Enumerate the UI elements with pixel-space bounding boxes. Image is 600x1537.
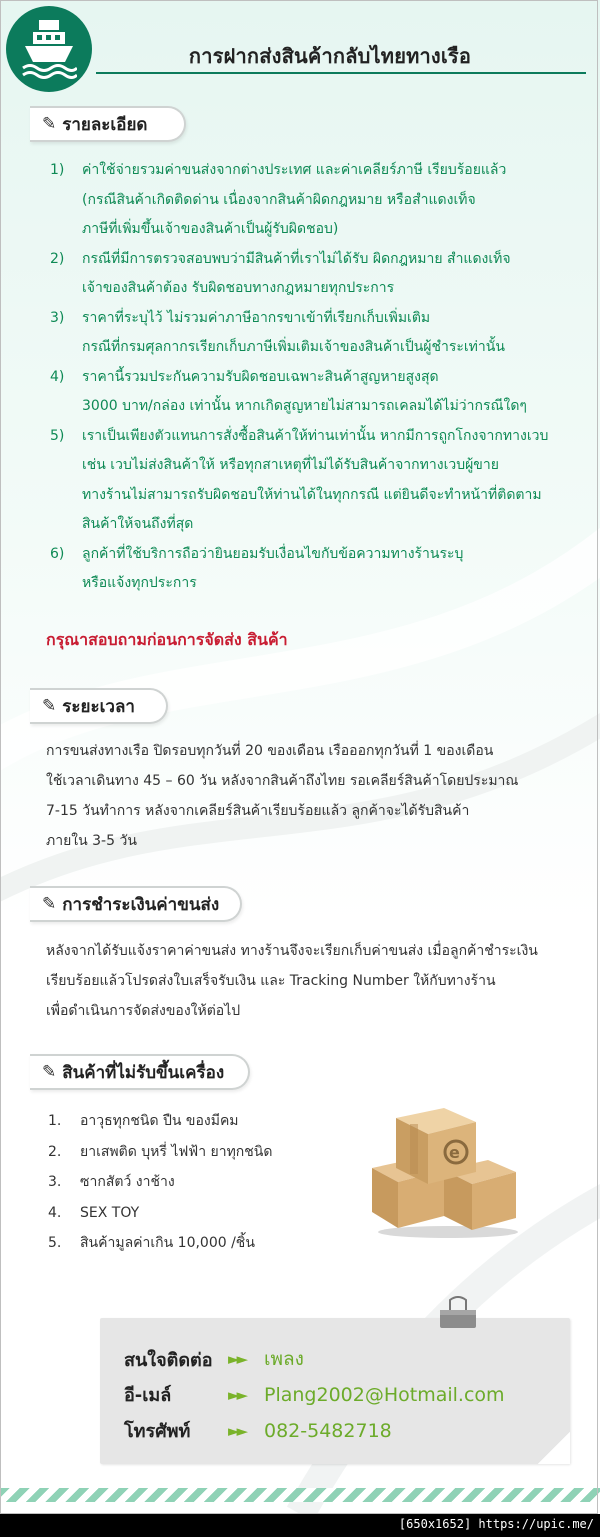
ship-icon xyxy=(21,18,77,80)
list-item xyxy=(46,1228,272,1259)
item-number: 5) xyxy=(50,427,65,444)
section-label: ระยะเวลา xyxy=(62,696,135,717)
item-number: 5. xyxy=(48,1235,62,1251)
item-number: 4) xyxy=(50,368,65,385)
item-text: อาวุธทุกชนิด ปืน ของมีคม xyxy=(80,1113,239,1129)
ship-badge xyxy=(6,6,92,92)
list-item xyxy=(46,1167,272,1198)
list-item xyxy=(46,1106,272,1137)
contact-label: สนใจติดต่อ xyxy=(124,1349,213,1371)
decorative-stripe xyxy=(0,1488,600,1502)
list-item xyxy=(46,422,548,540)
text-line: การขนส่งทางเรือ ปิดรอบทุกวันที่ 20 ของเดือน เรือออกทุกวันที่ 1 ของเดือน xyxy=(46,743,494,759)
item-line: สินค้าให้จนถึงที่สุด xyxy=(82,516,194,532)
item-number: 3) xyxy=(50,309,65,326)
text-line: 7-15 วันทำการ หลังจากเคลียร์สินค้าเรียบร้อยแล้ว ลูกค้าจะได้รับสินค้า xyxy=(46,803,470,819)
image-host-caption[interactable]: [650x1652] https://upic.me/ xyxy=(398,1517,594,1531)
list-item xyxy=(46,245,548,304)
item-line: (กรณีสินค้าเกิดติดด่าน เนื่องจากสินค้าผิดกฎหมาย หรือสำแดงเท็จ xyxy=(82,191,476,208)
item-number: 4. xyxy=(48,1204,62,1221)
contact-row-name xyxy=(124,1344,304,1374)
item-text: SEX TOY xyxy=(80,1204,140,1221)
text-line: ใช้เวลาเดินทาง 45 – 60 วัน หลังจากสินค้าถึงไทย รอเคลียร์สินค้าโดยประมาณ xyxy=(46,773,519,789)
item-line: ค่าใช้จ่ายรวมค่าขนส่งจากต่างประเทศ และค่าเคลียร์ภาษี เรียบร้อยแล้ว xyxy=(82,162,507,178)
list-item xyxy=(46,363,548,422)
restricted-list xyxy=(46,1106,272,1259)
item-line: ลูกค้าที่ใช้บริการถือว่ายินยอมรับเงื่อนไขกับข้อความทางร้านระบุ xyxy=(82,545,464,562)
pencil-icon: ✎ xyxy=(42,894,57,914)
text-line: หลังจากได้รับแจ้งราคาค่าขนส่ง ทางร้านจึงจะเรียกเก็บค่าขนส่ง เมื่อลูกค้าชำระเงิน xyxy=(46,943,538,959)
inquiry-note: กรุณาสอบถามก่อนการจัดส่ง สินค้า xyxy=(46,630,288,649)
item-line: กรณีที่มีการตรวจสอบพบว่ามีสินค้าที่เราไม่ได้รับ ผิดกฎหมาย สำแดงเท็จ xyxy=(82,250,511,267)
item-line: ทางร้านไม่สามารถรับผิดชอบให้ท่านได้ในทุกกรณี แต่ยินดีจะทำหน้าที่ติดตาม xyxy=(82,486,542,503)
email-link[interactable]: Plang2002@Hotmail.com xyxy=(264,1383,505,1406)
item-text: สินค้ามูลค่าเกิน 10,000 /ชิ้น xyxy=(80,1235,255,1251)
list-item xyxy=(46,1198,272,1229)
contact-row-email xyxy=(124,1380,505,1409)
item-text: ยาเสพติด บุหรี่ ไฟฟ้า ยาทุกชนิด xyxy=(80,1143,273,1160)
list-item xyxy=(46,156,548,245)
section-header-details xyxy=(30,106,186,142)
list-item xyxy=(46,540,548,599)
item-number: 2. xyxy=(48,1143,62,1160)
item-number: 3. xyxy=(48,1174,62,1190)
contact-label: โทรศัพท์ xyxy=(124,1421,191,1442)
section-label: การชำระเงินค่าขนส่ง xyxy=(62,894,220,915)
svg-text:e: e xyxy=(449,1143,460,1162)
item-line: กรณีที่กรมศุลกากรเรียกเก็บภาษีเพิ่มเติมเจ้าของสินค้าเป็นผู้ชำระเท่านั้น xyxy=(82,339,505,355)
section-label: รายละเอียด xyxy=(62,114,148,135)
contact-row-phone xyxy=(124,1416,392,1445)
item-text: ซากสัตว์ งาช้าง xyxy=(80,1174,175,1190)
item-line: เช่น เวบไม่ส่งสินค้าให้ หรือทุกสาเหตุที่ไม่ได้รับสินค้าจากทางเวบผู้ขาย xyxy=(82,457,499,473)
payment-text xyxy=(46,936,594,1026)
text-line: ภายใน 3-5 วัน xyxy=(46,833,137,849)
details-list xyxy=(46,156,548,599)
binder-clip-icon xyxy=(438,1296,478,1332)
item-number: 1. xyxy=(48,1113,62,1129)
arrow-icon: ►► xyxy=(228,1421,246,1440)
item-line: เจ้าของสินค้าต้อง รับผิดชอบทางกฎหมายทุกประการ xyxy=(82,280,395,296)
item-number: 2) xyxy=(50,250,65,267)
item-line: ภาษีที่เพิ่มขึ้นเจ้าของสินค้าเป็นผู้รับผิดชอบ) xyxy=(82,221,339,237)
title-divider xyxy=(96,72,586,74)
item-number: 6) xyxy=(50,545,65,562)
text-line: เพื่อดำเนินการจัดส่งของให้ต่อไป xyxy=(46,1003,241,1019)
phone-link[interactable]: 082-5482718 xyxy=(264,1419,392,1442)
contact-label: อี-เมล์ xyxy=(124,1385,172,1406)
footer-bar xyxy=(0,1514,600,1537)
page-title: การฝากส่งสินค้ากลับไทยทางเรือ xyxy=(188,44,472,68)
item-line: เราเป็นเพียงตัวแทนการสั่งซื้อสินค้าให้ท่านเท่านั้น หากมีการถูกโกงจากทางเวบ xyxy=(82,427,549,444)
item-line: ราคาที่ระบุไว้ ไม่รวมค่าภาษีอากรขาเข้าที่เรียกเก็บเพิ่มเติม xyxy=(82,309,431,326)
item-line: ราคานี้รวมประกันความรับผิดชอบเฉพาะสินค้าสูญหายสูงสุด xyxy=(82,368,439,385)
duration-text xyxy=(46,736,594,856)
text-line: เรียบร้อยแล้วโปรดส่งใบเสร็จรับเงิน และ Tracking Number ให้กับทางร้าน xyxy=(46,973,496,989)
item-line: 3000 บาท/กล่อง เท่านั้น หากเกิดสูญหายไม่สามารถเคลมได้ไม่ว่ากรณีใดๆ xyxy=(82,398,527,414)
pencil-icon: ✎ xyxy=(42,1062,57,1082)
item-line: หรือแจ้งทุกประการ xyxy=(82,575,197,591)
section-header-restricted xyxy=(30,1054,250,1090)
pencil-icon: ✎ xyxy=(42,114,57,134)
cardboard-boxes-icon xyxy=(366,1100,526,1240)
section-label: สินค้าที่ไม่รับขึ้นเครื่อง xyxy=(62,1062,225,1083)
contact-value: เพลง xyxy=(264,1348,304,1370)
section-header-duration xyxy=(30,688,168,724)
item-number: 1) xyxy=(50,162,65,178)
arrow-icon: ►► xyxy=(228,1350,246,1368)
section-header-payment xyxy=(30,886,242,922)
list-item xyxy=(46,304,548,363)
arrow-icon: ►► xyxy=(228,1385,246,1404)
pencil-icon: ✎ xyxy=(42,696,57,716)
list-item xyxy=(46,1137,272,1168)
